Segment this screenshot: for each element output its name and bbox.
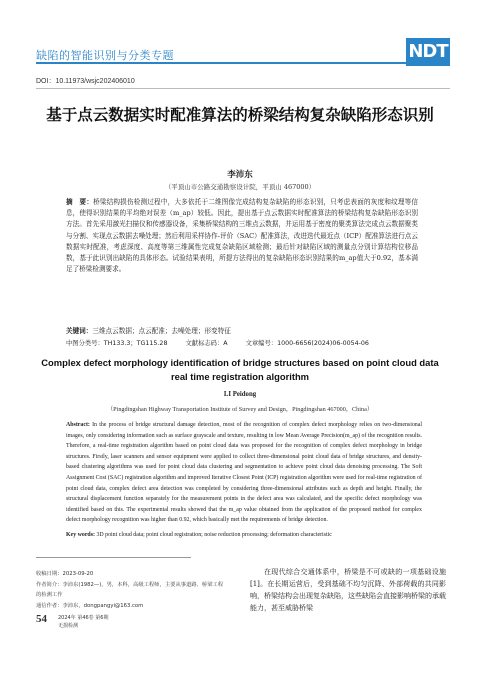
abstract-cn-label: 摘 要： <box>66 198 94 206</box>
author-intro: 作者简介：李沛东(1982—)，男，本科，高级工程师，主要从事道路、桥梁工程的检测工作 <box>36 581 224 598</box>
keywords-cn <box>66 325 418 335</box>
keywords-cn-label: 关键词： <box>66 327 93 335</box>
keywords-en <box>66 532 422 538</box>
footnotes <box>36 569 226 611</box>
issue-info <box>58 614 108 630</box>
keywords-en-text: 3D point cloud data; point cloud registration; noise reduction processing; deformation characteristic <box>96 532 332 538</box>
clc-number: 中图分类号：TH133.3；TG115.28 <box>66 340 168 347</box>
abstract-en-text: In the process of bridge structural damage detection, most of the recognition of complex defect morphology relies on two-dimensional images, only considering information such as surface grayscale and texture, resulting in low Mean Average Precision(m_ap) of the recognition results. Therefore, a real-time registration algorithm based on point cloud data was proposed for the recognition of complex defect morphology in bridge structures. Firstly, laser scanners and sensor equipment were applied to collect three-dimensional point cloud data of bridge structures, and density-based clustering algorithms was used for point cloud data clustering and segmentation to achieve point cloud data denoising processing. The Soft Assignment Cost (SAC) registration algorithm and improved Iterative Closest Point (ICP) registration algorithm were used for real-time registration of point cloud data, complex defect area detection was completed by considering three-dimensional attributes such as depth and height. Finally, the structural displacement function separately for the measurement points in the defect area was calculated, and the specific defect morphology was identified based on this. The experimental results showed that the m_ap value obtained from the application of the proposed method for complex defect morphology recognition was higher than 0.92, which basically met the requirements of bridge detection. <box>66 422 422 524</box>
header-rule <box>36 62 407 64</box>
abstract-en <box>66 420 422 526</box>
section-title: 缺陷的智能识别与分类专题 <box>36 49 174 62</box>
issue-line: 2024年 第46卷 第6期 <box>58 615 109 621</box>
received-date: 收稿日期：2023-09-20 <box>36 571 94 577</box>
body-text: 在现代综合交通体系中，桥梁是不可或缺的一项基础设施[1]。在长期运营后，受到基础不均匀沉降、外部荷载的共同影响，桥梁结构会出现复杂缺陷，这些缺陷会直接影响桥梁的承载能力，甚至威胁桥梁 <box>250 568 446 612</box>
divider <box>36 88 450 89</box>
keywords-en-label: Key words: <box>66 532 95 538</box>
article-number: 文章编号：1000-6656(2024)06-0054-06 <box>245 340 369 347</box>
author-cn: 李沛东 <box>227 170 253 180</box>
classification-meta <box>66 338 418 347</box>
page-number: 54 <box>36 613 47 625</box>
corresponding-author: 通信作者：李沛东，dongpangyi@163.com <box>36 602 144 609</box>
abstract-cn-text: 桥梁结构损伤检测过程中，大多依托于二维图像完成结构复杂缺陷的形态识别，只考虑表面的灰度和纹理等信息，使得识别结果的平均绝对误差（m_ap）较低。因此，提出基于点云数据实时配准算法的桥梁结构复杂缺陷形态识别方法。首先采用激光扫描仪和传感器设备，采集桥梁结构的三维点云数据，并运用基于密度的聚类算法完成点云数据聚类与分割、实现点云数据去噪处理；然后利用采样协作-评价（SAC）配准算法，改进迭代最近点（ICP）配准算法进行点云数据实时配准，考虑深度、高度等第三维属性完成复杂缺陷区域检测；最后针对缺陷区域的测量点分别计算结构位移品数，基于此识别出缺陷的具体形态。试验结果表明，所提方法得出的复杂缺陷形态识别结果的m_ap值大于0.92，基本满足了桥梁检测要求。 <box>66 198 419 274</box>
abstract-en-label: Abstract: <box>66 422 90 428</box>
paper-title-en: Complex defect morphology identification of bridge structures based on point cloud data real time registration algorithm <box>41 357 439 382</box>
affiliation-cn: （平顶山市公路交通勘察设计院，平顶山 467000） <box>164 183 316 191</box>
affiliation-en: （Pingdingshan Highway Transportation Institute of Survey and Design，Pingdingshan 467000，China） <box>106 406 374 413</box>
abstract-cn <box>66 197 418 275</box>
document-code: 文献标志码：A <box>185 340 228 347</box>
journal-logo: NDT <box>406 38 450 66</box>
journal-name: 无损检测 <box>58 623 79 629</box>
keywords-cn-text: 三维点云数据；点云配准；去噪处理；形变特征 <box>92 327 231 335</box>
paper-title-cn: 基于点云数据实时配准算法的桥梁结构复杂缺陷形态识别 <box>46 106 434 124</box>
doi[interactable]: DOI：10.11973/wsjc202406010 <box>36 78 135 85</box>
author-en: LI Peidong <box>223 391 257 398</box>
footnote-rule <box>36 557 191 558</box>
